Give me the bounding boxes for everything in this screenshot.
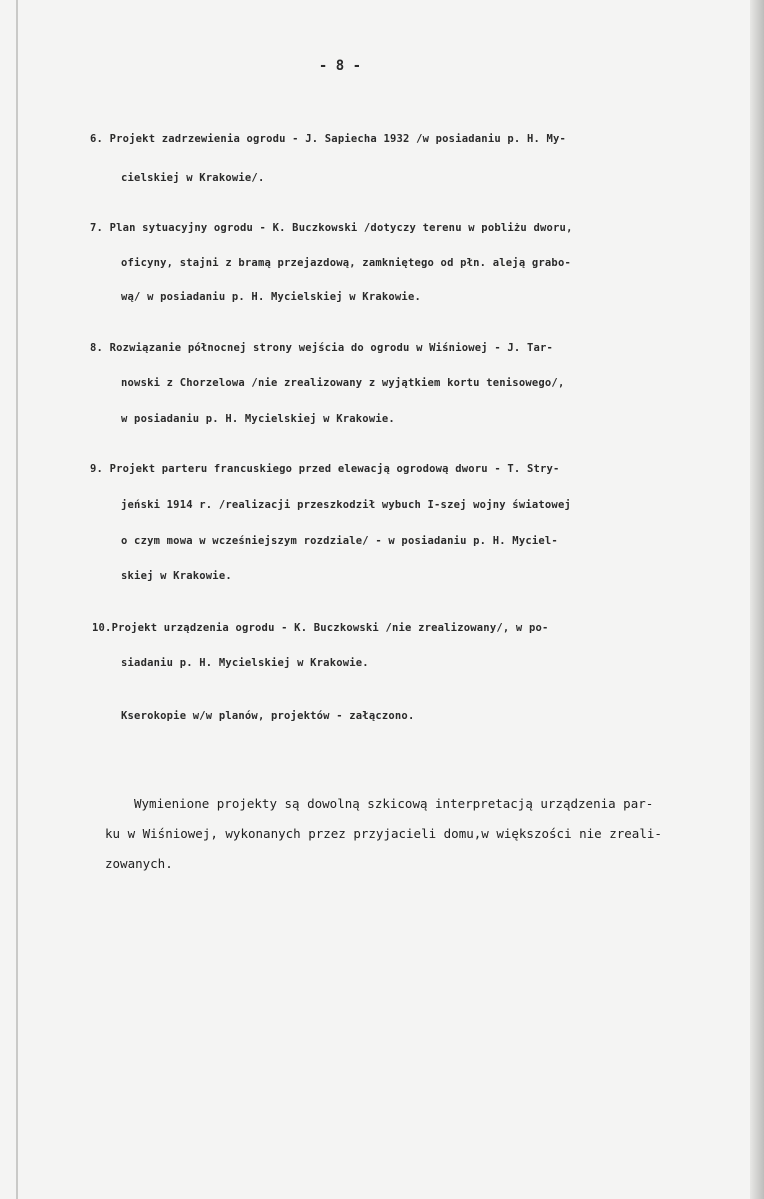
page-left-rule [16, 0, 18, 1199]
item-7-line-2: oficyny, stajni z bramą przejazdową, zamkniętego od płn. aleją grabo- [121, 257, 571, 269]
item-9-line-4: skiej w Krakowie. [121, 570, 232, 582]
item-9-line-3: o czym mowa w wcześniejszym rozdziale/ - w posiadaniu p. H. Myciel- [121, 535, 558, 547]
attachments-note: Kserokopie w/w planów, projektów - załączono. [121, 710, 415, 722]
item-6-line-1: 6. Projekt zadrzewienia ogrodu - J. Sapiecha 1932 /w posiadaniu p. H. My- [90, 133, 567, 145]
item-7-line-3: wą/ w posiadaniu p. H. Mycielskiej w Krakowie. [121, 291, 421, 303]
item-8-line-2: nowski z Chorzelowa /nie zrealizowany z wyjątkiem kortu tenisowego/, [121, 377, 565, 389]
closing-paragraph-line-3: zowanych. [105, 856, 173, 871]
item-9-line-1: 9. Projekt parteru francuskiego przed elewacją ogrodową dworu - T. Stry- [90, 463, 560, 475]
item-10-line-2: siadaniu p. H. Mycielskiej w Krakowie. [121, 657, 369, 669]
page-right-edge-shadow [750, 0, 764, 1199]
closing-paragraph-line-1: Wymienione projekty są dowolną szkicową interpretacją urządzenia par- [134, 796, 654, 811]
page-number: - 8 - [318, 58, 362, 74]
item-9-line-2: jeński 1914 r. /realizacji przeszkodził wybuch I-szej wojny światowej [121, 499, 571, 511]
closing-paragraph-line-2: ku w Wiśniowej, wykonanych przez przyjacieli domu,w większości nie zreali- [105, 826, 662, 841]
item-8-line-1: 8. Rozwiązanie północnej strony wejścia do ogrodu w Wiśniowej - J. Tar- [90, 342, 554, 354]
item-6-line-2: cielskiej w Krakowie/. [121, 172, 265, 184]
item-7-line-1: 7. Plan sytuacyjny ogrodu - K. Buczkowski /dotyczy terenu w pobliżu dworu, [90, 222, 573, 234]
item-10-line-1: 10.Projekt urządzenia ogrodu - K. Buczkowski /nie zrealizowany/, w po- [92, 622, 549, 634]
item-8-line-3: w posiadaniu p. H. Mycielskiej w Krakowie. [121, 413, 395, 425]
